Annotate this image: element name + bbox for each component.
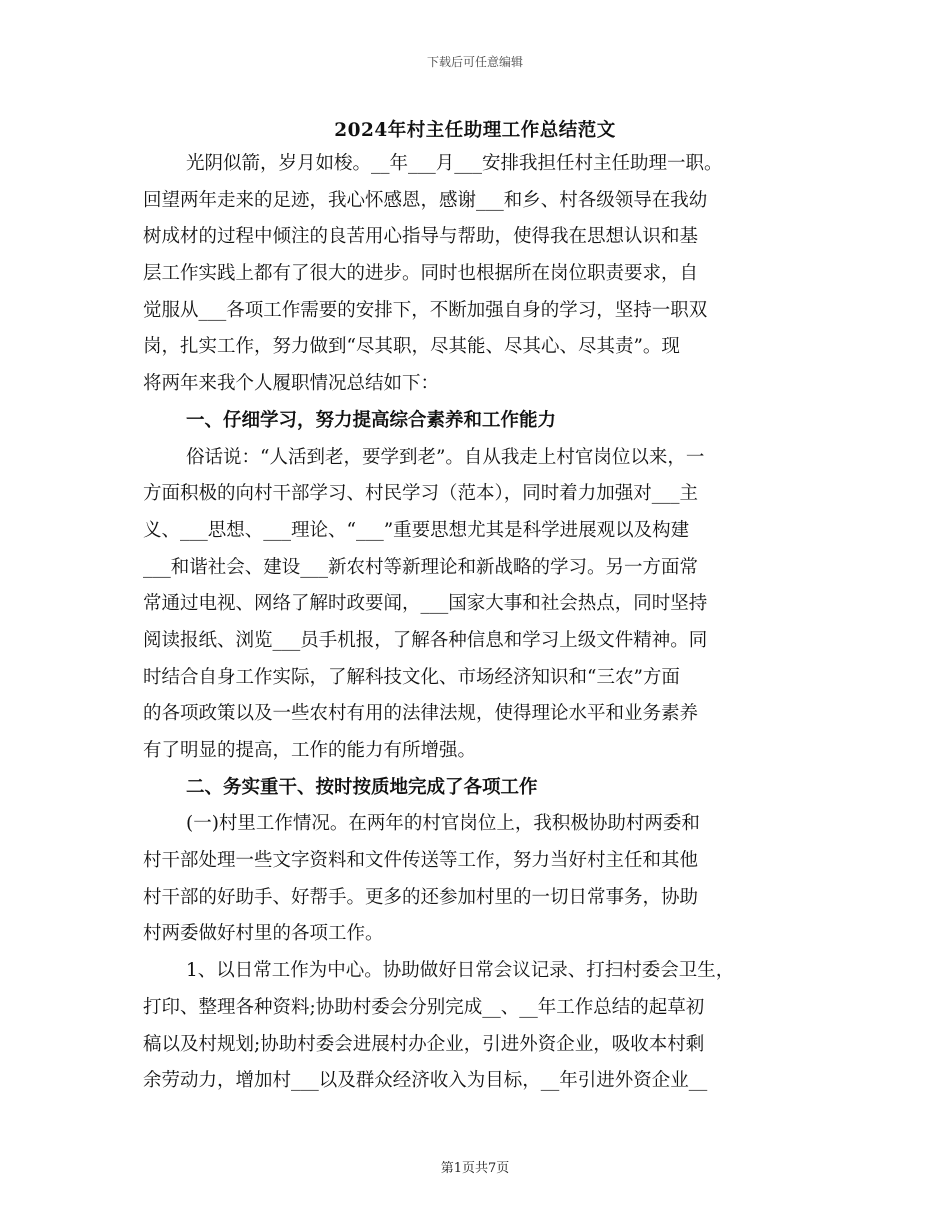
paragraph-line: 村干部的好助手、好帮手。更多的还参加村里的一切日常事务，协助 — [143, 886, 699, 908]
document-title: 2024年村主任助理工作总结范文 — [334, 120, 616, 141]
paragraph-line: 常通过电视、网络了解时政要闻，___国家大事和社会热点，同时坚持 — [143, 593, 708, 615]
page-number: 第1页共7页 — [440, 1161, 510, 1176]
paragraph-line: 层工作实践上都有了很大的进步。同时也根据所在岗位职责要求，自 — [143, 263, 699, 285]
paragraph-line: 的各项政策以及一些农村有用的法律法规，使得理论水平和业务素养 — [143, 703, 699, 725]
paragraph-line: 打印、整理各种资料;协助村委会分别完成__、__年工作总结的起草初 — [143, 996, 705, 1018]
header-note: 下载后可任意编辑 — [426, 55, 523, 69]
section-heading: 一、仔细学习，努力提高综合素养和工作能力 — [186, 409, 557, 431]
paragraph-line: 阅读报纸、浏览___员手机报，了解各种信息和学习上级文件精神。同 — [143, 629, 708, 651]
paragraph-line: 有了明显的提高，工作的能力有所增强。 — [143, 740, 477, 761]
paragraph-line: 俗话说：“人活到老，要学到老”。自从我走上村官岗位以来，一 — [186, 446, 705, 468]
paragraph-line: 方面积极的向村干部学习、村民学习（范本），同时着力加强对___主 — [143, 483, 699, 505]
paragraph-line: 1、以日常工作为中心。协助做好日常会议记录、打扫村委会卫生， — [186, 960, 735, 982]
paragraph-line: 义、___思想、___理论、“___”重要思想尤其是科学进展观以及构建 — [143, 519, 690, 541]
paragraph-line: ___和谐社会、建设___新农村等新理论和新战略的学习。另一方面常 — [143, 556, 699, 578]
document-body — [143, 146, 808, 1100]
paragraph-line: 树成材的过程中倾注的良苦用心指导与帮助，使得我在思想认识和基 — [143, 226, 699, 248]
paragraph-line: 回望两年走来的足迹，我心怀感恩，感谢___和乡、村各级领导在我幼 — [143, 189, 708, 211]
paragraph-line: 村两委做好村里的各项工作。 — [143, 923, 384, 945]
paragraph-line: (一)村里工作情况。在两年的村官岗位上，我积极协助村两委和 — [186, 813, 700, 835]
paragraph-line: 余劳动力，增加村___以及群众经济收入为目标，__年引进外资企业__ — [143, 1070, 708, 1092]
paragraph-line: 觉服从___各项工作需要的安排下，不断加强自身的学习，坚持一职双 — [143, 299, 708, 321]
paragraph-line: 光阴似箭，岁月如梭。__年___月___安排我担任村主任助理一职。 — [186, 153, 723, 174]
paragraph-line: 稿以及村规划;协助村委会进展村办企业，引进外资企业，吸收本村剩 — [143, 1033, 705, 1055]
paragraph-line: 时结合自身工作实际，了解科技文化、市场经济知识和“三农”方面 — [143, 666, 680, 688]
paragraph-line: 将两年来我个人履职情况总结如下： — [143, 373, 440, 395]
paragraph-line: 村干部处理一些文字资料和文件传送等工作，努力当好村主任和其他 — [143, 850, 699, 872]
section-heading: 二、务实重干、按时按质地完成了各项工作 — [186, 776, 538, 798]
paragraph-line: 岗，扎实工作，努力做到“尽其职，尽其能、尽其心、尽其责”。现 — [143, 336, 680, 358]
